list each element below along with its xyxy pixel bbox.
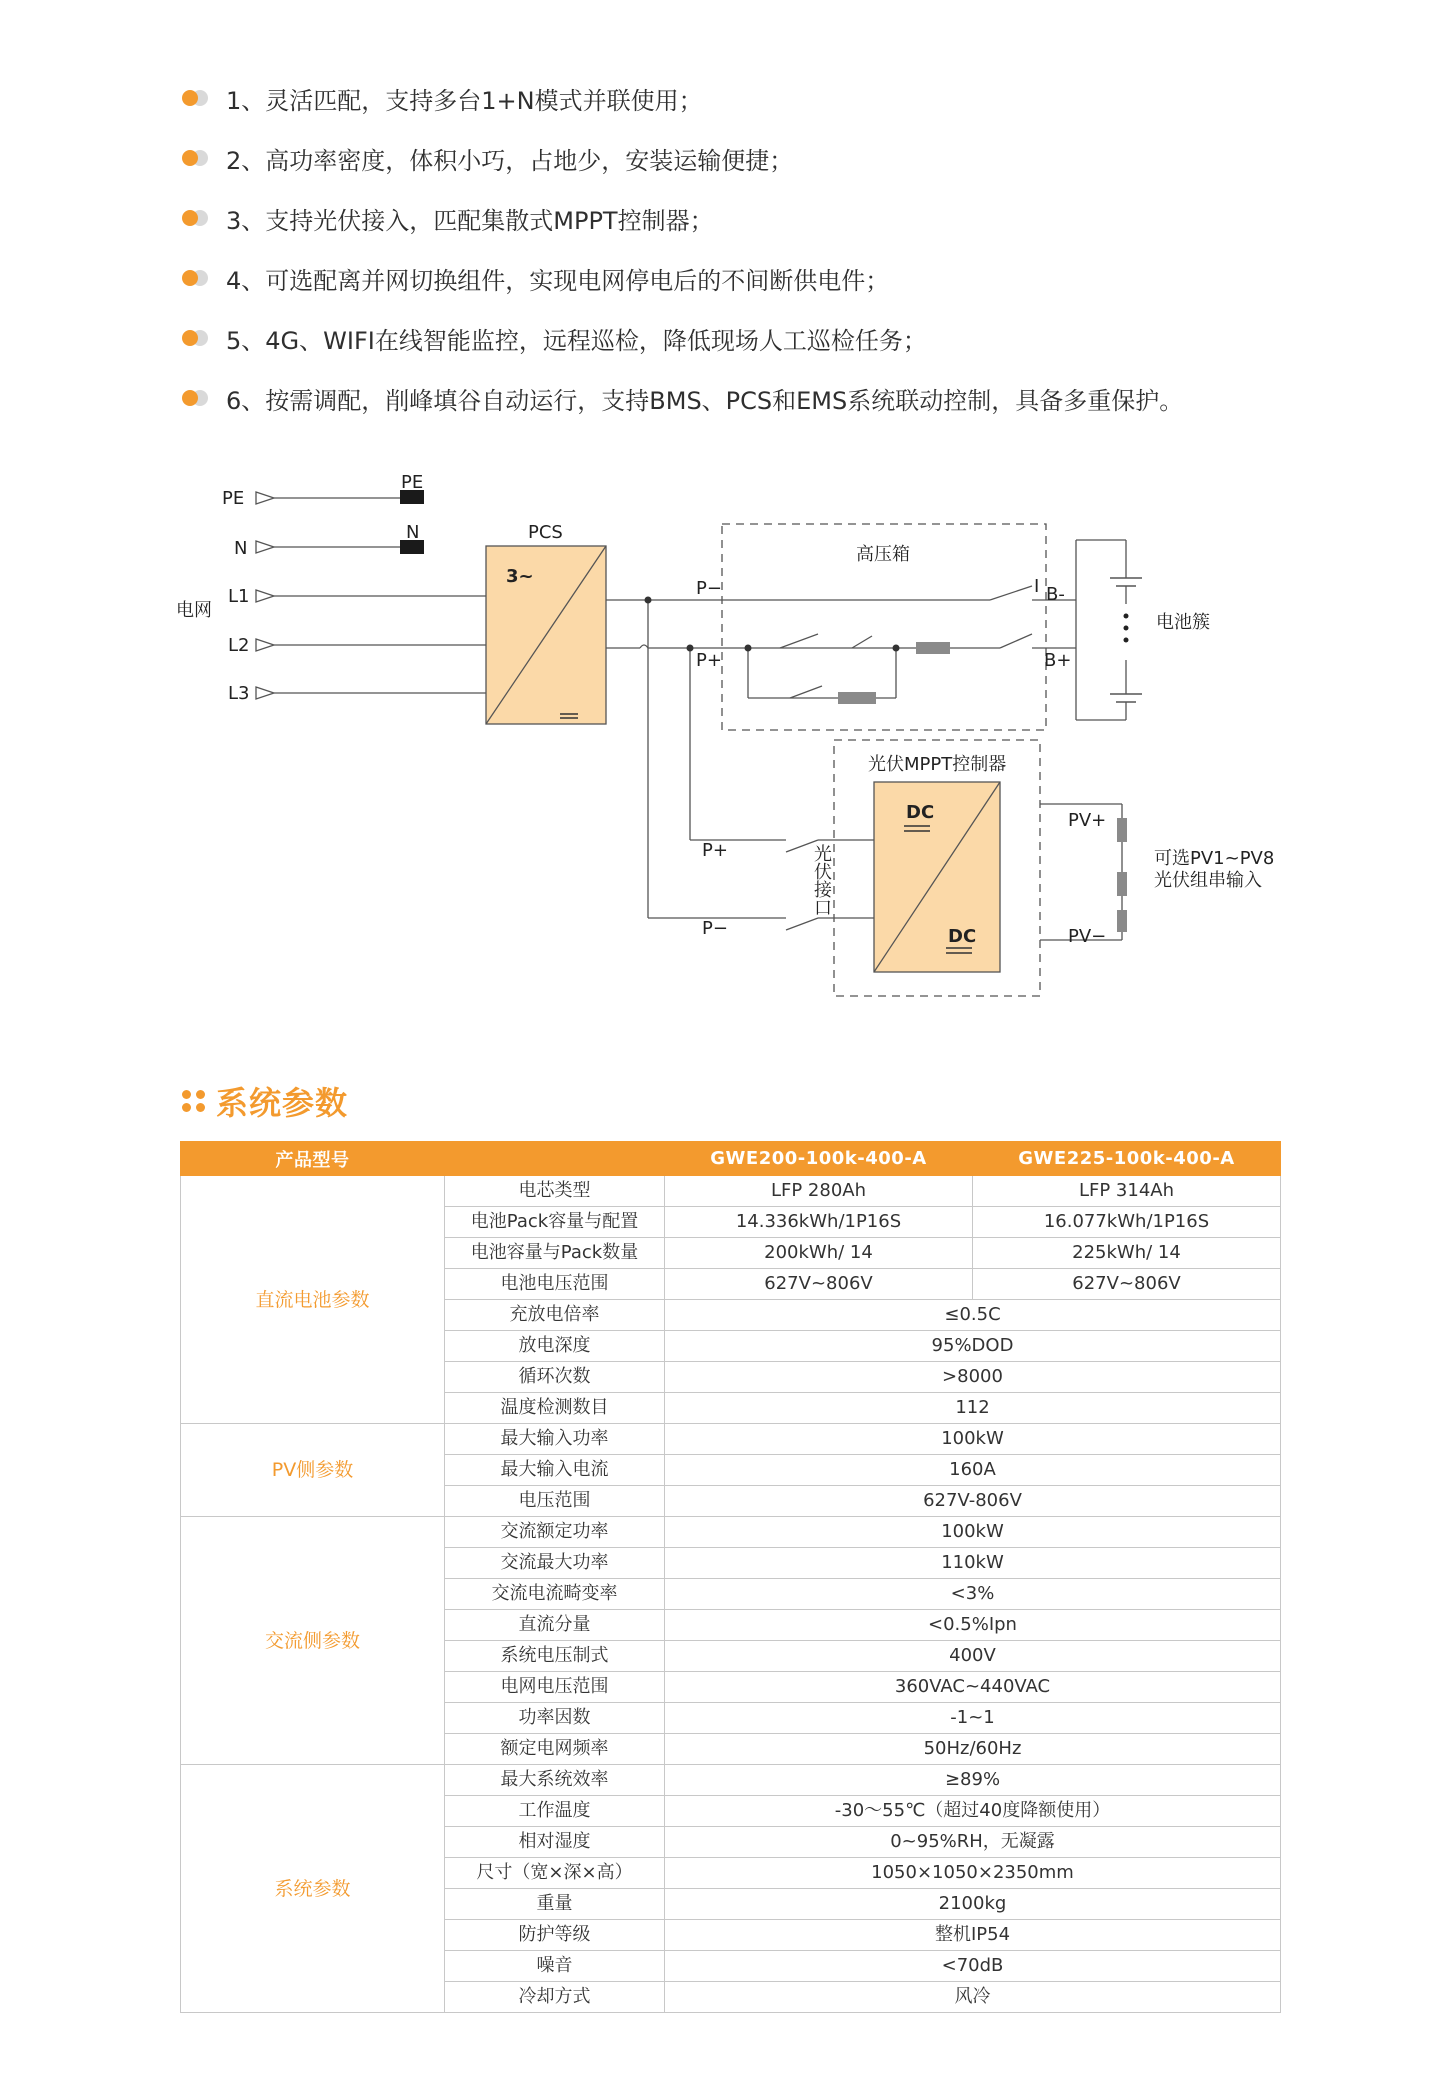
param-value: 627V~806V [665,1269,973,1300]
b-plus-label: B+ [1044,650,1072,671]
param-name: 电池容量与Pack数量 [445,1238,665,1269]
bullet-icon [182,88,212,108]
header-gwe200: GWE200-100k-400-A [665,1142,973,1176]
param-value: 1050×1050×2350mm [665,1858,1281,1889]
n-arrow [256,541,274,553]
feature-text: 5、4G、WIFI在线智能监控，远程巡检，降低现场人工巡检任务； [226,326,927,355]
param-value: 0~95%RH，无凝露 [665,1827,1281,1858]
feature-item [182,128,1332,188]
group-label: 直流电池参数 [181,1176,445,1424]
p-plus-label: P+ [696,650,722,671]
l3-label: L3 [228,683,250,704]
table-row [181,1176,1281,1207]
n-terminal-label: N [406,522,420,543]
pv-plus-label: PV+ [1068,810,1107,831]
group-label: 系统参数 [181,1765,445,2013]
param-value: 110kW [665,1548,1281,1579]
param-name: 最大输入电流 [445,1455,665,1486]
section-title: 系统参数 [216,1084,349,1122]
param-value: 50Hz/60Hz [665,1734,1281,1765]
param-value: LFP 314Ah [973,1176,1281,1207]
param-name: 电芯类型 [445,1176,665,1207]
header-param [445,1142,665,1176]
bullet-icon [182,148,212,168]
l2-label: L2 [228,635,250,656]
pv-p-plus-label: P+ [702,840,728,861]
pv-module [1117,910,1127,932]
param-name: 电池电压范围 [445,1269,665,1300]
header-gwe225: GWE225-100k-400-A [973,1142,1281,1176]
param-name: 电压范围 [445,1486,665,1517]
param-value: 95%DOD [665,1331,1281,1362]
param-name: 最大系统效率 [445,1765,665,1796]
pe-arrow [256,492,274,504]
param-value: ≤0.5C [665,1300,1281,1331]
param-value: 2100kg [665,1889,1281,1920]
pcs-ac-label: 3~ [506,566,534,587]
param-value: 400V [665,1641,1281,1672]
group-label: 交流侧参数 [181,1517,445,1765]
param-value: LFP 280Ah [665,1176,973,1207]
bullet-icon [182,268,212,288]
table-row [181,1517,1281,1548]
param-name: 重量 [445,1889,665,1920]
section-heading [182,1078,348,1124]
pv-module [1117,818,1127,842]
param-name: 系统电压制式 [445,1641,665,1672]
param-value: -1~1 [665,1703,1281,1734]
group-label: PV侧参数 [181,1424,445,1517]
param-value: <70dB [665,1951,1281,1982]
param-name: 冷却方式 [445,1982,665,2013]
pe-label: PE [222,488,245,509]
param-name: 功率因数 [445,1703,665,1734]
param-name: 放电深度 [445,1331,665,1362]
hv-box-label: 高压箱 [856,544,910,565]
param-value: 200kWh/ 14 [665,1238,973,1269]
param-name: 充放电倍率 [445,1300,665,1331]
param-value: 14.336kWh/1P16S [665,1207,973,1238]
pv-p-minus-label: P− [702,918,728,939]
feature-text: 6、按需调配，削峰填谷自动运行，支持BMS、PCS和EMS系统联动控制，具备多重保护。 [226,386,1184,415]
table-row [181,1424,1281,1455]
feature-text: 2、高功率密度，体积小巧，占地少，安装运输便捷； [226,146,794,175]
mppt-label: 光伏MPPT控制器 [868,754,1007,775]
battery-cluster-label: 电池簇 [1156,612,1210,633]
n-label: N [234,538,248,559]
param-value: 360VAC~440VAC [665,1672,1281,1703]
param-value: 627V-806V [665,1486,1281,1517]
param-name: 温度检测数目 [445,1393,665,1424]
param-name: 防护等级 [445,1920,665,1951]
pv-minus-label: PV− [1068,926,1107,947]
svg-text:接: 接 [814,880,832,901]
feature-text: 4、可选配离并网切换组件，实现电网停电后的不间断供电件； [226,266,890,295]
param-name: 直流分量 [445,1610,665,1641]
table-header-row [181,1142,1281,1176]
bullet-icon [182,388,212,408]
dc-top-label: DC [906,802,935,823]
param-value: >8000 [665,1362,1281,1393]
l2-arrow [256,639,274,651]
param-value: 16.077kWh/1P16S [973,1207,1281,1238]
svg-text:伏: 伏 [814,862,832,883]
svg-text:光: 光 [814,844,832,865]
param-value: 100kW [665,1424,1281,1455]
param-name: 最大输入功率 [445,1424,665,1455]
p-minus-label: P− [696,578,722,599]
param-value: 160A [665,1455,1281,1486]
pv-module [1117,872,1127,896]
feature-item [182,368,1332,428]
table-row [181,1765,1281,1796]
dots-icon [182,1090,206,1112]
feature-text: 1、灵活匹配，支持多台1+N模式并联使用； [226,86,703,115]
param-value: 627V~806V [973,1269,1281,1300]
param-value: 225kWh/ 14 [973,1238,1281,1269]
l1-label: L1 [228,586,250,607]
header-model: 产品型号 [181,1142,445,1176]
ib-minus-i: I [1034,576,1040,597]
param-value: 整机IP54 [665,1920,1281,1951]
resistor [838,692,876,704]
param-value: ≥89% [665,1765,1281,1796]
param-name: 交流额定功率 [445,1517,665,1548]
pcs-label: PCS [528,522,563,543]
pe-terminal-label: PE [401,472,424,493]
ib-minus-label: B- [1046,584,1065,605]
param-name: 循环次数 [445,1362,665,1393]
param-value: 风冷 [665,1982,1281,2013]
param-name: 额定电网频率 [445,1734,665,1765]
param-value: 112 [665,1393,1281,1424]
table-body [181,1176,1281,2013]
param-name: 交流电流畸变率 [445,1579,665,1610]
l3-arrow [256,687,274,699]
param-name: 相对湿度 [445,1827,665,1858]
param-value: 100kW [665,1517,1281,1548]
bullet-icon [182,328,212,348]
grid-label: 电网 [176,600,212,621]
feature-list [182,68,1332,428]
svg-text:口: 口 [814,898,832,919]
pv-note-2: 光伏组串输入 [1154,870,1262,891]
param-name: 工作温度 [445,1796,665,1827]
param-name: 尺寸（宽×深×高） [445,1858,665,1889]
feature-item [182,68,1332,128]
pv-note-1: 可选PV1~PV8 [1154,848,1275,869]
param-name: 电池Pack容量与配置 [445,1207,665,1238]
feature-item [182,188,1332,248]
param-name: 电网电压范围 [445,1672,665,1703]
param-name: 交流最大功率 [445,1548,665,1579]
l1-arrow [256,590,274,602]
feature-item [182,308,1332,368]
feature-text: 3、支持光伏接入，匹配集散式MPPT控制器； [226,206,714,235]
parameters-table [180,1141,1281,2013]
param-value: <3% [665,1579,1281,1610]
wiring-diagram [0,440,1456,1020]
param-value: <0.5%Ipn [665,1610,1281,1641]
feature-item [182,248,1332,308]
dc-bottom-label: DC [948,926,977,947]
param-value: -30～55℃（超过40度降额使用） [665,1796,1281,1827]
param-name: 噪音 [445,1951,665,1982]
bullet-icon [182,208,212,228]
resistor [916,642,950,654]
pv-port-label [814,844,833,919]
